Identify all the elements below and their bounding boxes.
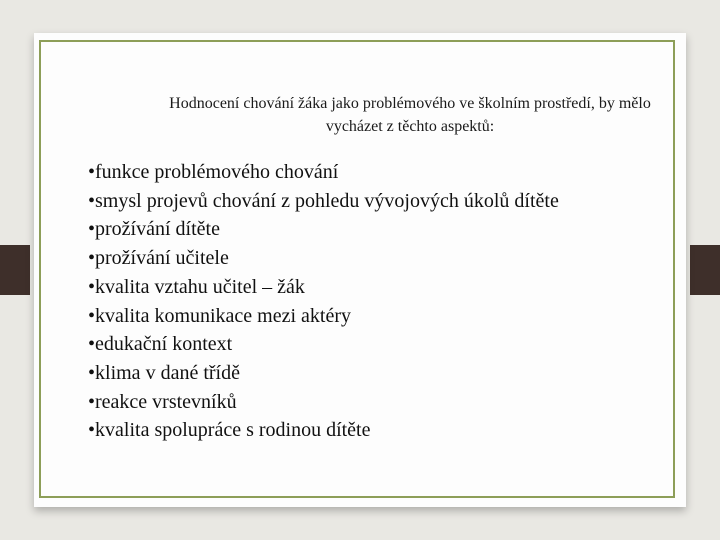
list-item: • smysl projevů chování z pohledu vývojových úkolů dítěte xyxy=(88,187,559,216)
list-item: • prožívání učitele xyxy=(88,244,559,273)
list-item: • edukační kontext xyxy=(88,330,559,359)
list-item: • kvalita vztahu učitel – žák xyxy=(88,273,559,302)
list-item: • klima v dané třídě xyxy=(88,359,559,388)
list-item: • kvalita komunikace mezi aktéry xyxy=(88,302,559,331)
slide-title xyxy=(120,92,700,138)
list-item: • prožívání dítěte xyxy=(88,215,559,244)
title-line-1: Hodnocení chování žáka jako problémového ve školním prostředí, by mělo xyxy=(169,95,651,112)
list-item: • reakce vrstevníků xyxy=(88,388,559,417)
list-item: • funkce problémového chování xyxy=(88,158,559,187)
right-side-tab xyxy=(690,245,720,295)
left-side-tab xyxy=(0,245,30,295)
aspect-list xyxy=(88,158,559,445)
title-line-2: vycházet z těchto aspektů: xyxy=(325,118,495,135)
list-item: • kvalita spolupráce s rodinou dítěte xyxy=(88,416,559,445)
